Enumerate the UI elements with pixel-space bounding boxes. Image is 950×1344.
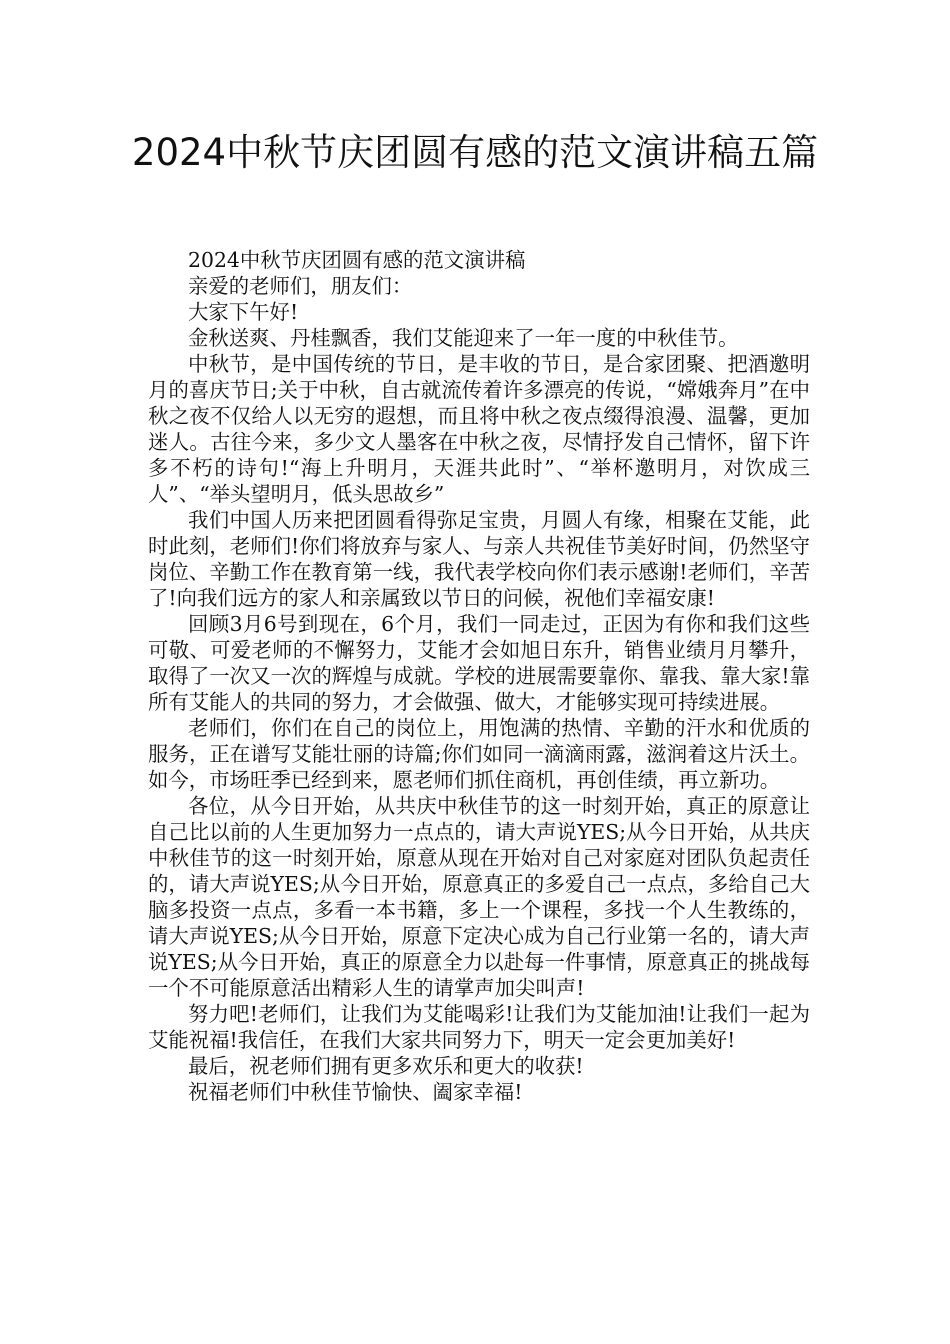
paragraph-salutation: 亲爱的老师们，朋友们： <box>188 274 413 298</box>
paragraph: 我们中国人历来把团圆看得弥足宝贵，月圆人有缘，相聚在艾能，此时此刻，老师们!你们将放弃与家人、与亲人共祝佳节美好时间，仍然坚守岗位、辛勤工作在教育第一线，我代表学校向你们表示感谢!老师们，辛苦了!向我们远方的家人和亲属致以节日的问候，祝他们幸福安康! <box>148 508 810 610</box>
paragraph: 中秋节，是中国传统的节日，是丰收的节日，是合家团聚、把酒邀明月的喜庆节日;关于中秋，自古就流传着许多漂亮的传说，“嫦娥奔月”在中秋之夜不仅给人以无穷的遐想，而且将中秋之夜点缀得浪漫、温馨，更加迷人。古往今来，多少文人墨客在中秋之夜，尽情抒发自己情怀，留下许多不朽的诗句!“海上升明月，天涯共此时”、“举杯邀明月，对饮成三人”、“举头望明月，低头思故乡” <box>148 352 810 506</box>
paragraph: 老师们，你们在自己的岗位上，用饱满的热情、辛勤的汗水和优质的服务，正在谱写艾能壮丽的诗篇;你们如同一滴滴雨露，滋润着这片沃土。如今，市场旺季已经到来，愿老师们抓住商机，再创佳绩，再立新功。 <box>148 716 810 792</box>
paragraph-closing: 祝福老师们中秋佳节愉快、阖家幸福! <box>188 1080 523 1104</box>
paragraph: 各位，从今日开始，从共庆中秋佳节的这一时刻开始，真正的原意让自己比以前的人生更加努力一点点的，请大声说YES;从今日开始，从共庆中秋佳节的这一时刻开始，原意从现在开始对自己对家庭对团队负起责任的，请大声说YES;从今日开始，原意真正的多爱自己一点点，多给自己大脑多投资一点点，多看一本书籍，多上一个课程，多找一个人生教练的，请大声说YES;从今日开始，原意下定决心成为自己行业第一名的，请大声说YES;从今日开始，真正的原意全力以赴每一件事情，原意真正的挑战每一个不可能原意活出精彩人生的请掌声加尖叫声! <box>148 794 810 1000</box>
paragraph-greeting: 大家下午好! <box>188 300 299 324</box>
document-title: 2024中秋节庆团圆有感的范文演讲稿五篇 <box>131 131 819 174</box>
paragraph: 金秋送爽、丹桂飘香，我们艾能迎来了一年一度的中秋佳节。 <box>188 326 739 350</box>
paragraph: 最后，祝老师们拥有更多欢乐和更大的收获! <box>188 1054 584 1078</box>
paragraph-heading: 2024中秋节庆团圆有感的范文演讲稿 <box>188 248 526 272</box>
document-body <box>148 247 810 1105</box>
paragraph: 努力吧!老师们，让我们为艾能喝彩!让我们为艾能加油!让我们一起为艾能祝福!我信任，在我们大家共同努力下，明天一定会更加美好! <box>148 1002 810 1052</box>
paragraph: 回顾3月6号到现在，6个月，我们一同走过，正因为有你和我们这些可敬、可爱老师的不懈努力，艾能才会如旭日东升，销售业绩月月攀升，取得了一次又一次的辉煌与成就。学校的进展需要靠你、靠我、靠大家!靠所有艾能人的共同的努力，才会做强、做大，才能够实现可持续进展。 <box>148 612 810 714</box>
